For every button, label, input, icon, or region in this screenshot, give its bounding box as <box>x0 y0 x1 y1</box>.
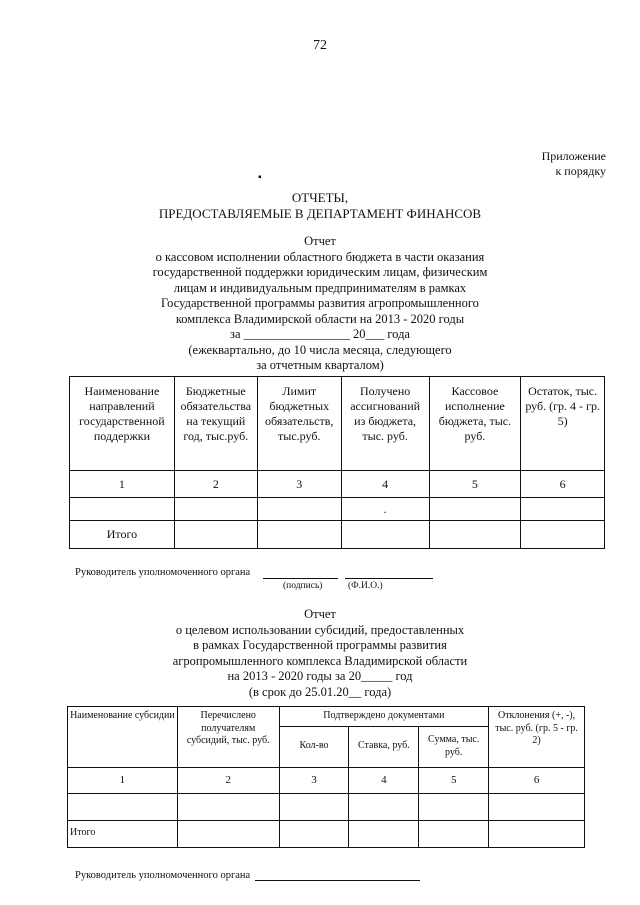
header-cell: Подтверждено документами <box>279 707 489 727</box>
empty-cell <box>177 820 279 847</box>
empty-cell <box>349 820 419 847</box>
report1-line: за _________________ 20___ года <box>230 327 410 341</box>
report2-heading <box>0 607 640 700</box>
signature2-label: Руководитель уполномоченного органа <box>75 870 251 881</box>
empty-cell <box>174 498 257 521</box>
empty-cell <box>419 820 489 847</box>
report2-line: агропромышленного комплекса Владимирской области <box>172 653 468 668</box>
main-title-line-2: ПРЕДОСТАВЛЯЕМЫЕ В ДЕПАРТАМЕНТ ФИНАНСОВ <box>158 206 482 221</box>
header-cell: Бюджетные обязательства на текущий год, тыс.руб. <box>174 377 257 471</box>
report1-heading <box>0 234 640 374</box>
column-number: 1 <box>70 471 175 498</box>
empty-cell <box>489 793 585 820</box>
table-header-row <box>68 707 585 727</box>
column-number: 5 <box>429 471 521 498</box>
column-number: 4 <box>349 767 419 793</box>
page-number: 72 <box>313 38 327 53</box>
main-title-line-1: ОТЧЕТЫ, <box>291 190 349 205</box>
column-number: 4 <box>341 471 429 498</box>
total-label: Итого <box>70 521 175 549</box>
empty-cell <box>341 521 429 549</box>
empty-cell <box>257 498 341 521</box>
appendix-label <box>542 149 606 179</box>
empty-cell <box>419 793 489 820</box>
report1-line: о кассовом исполнении областного бюджета в части оказания <box>155 249 485 264</box>
main-title <box>0 190 640 222</box>
header-cell: Кассовое исполнение бюджета, тыс. руб. <box>429 377 521 471</box>
column-number: 2 <box>174 471 257 498</box>
report2-line: в рамках Государственной программы развития <box>193 638 447 652</box>
column-number: 6 <box>489 767 585 793</box>
empty-cell <box>68 793 178 820</box>
total-row <box>68 820 585 847</box>
empty-cell <box>429 498 521 521</box>
report1-line: Государственной программы развития агропромышленного <box>161 296 479 310</box>
signature-caption: (подпись) <box>283 581 323 591</box>
column-number: 2 <box>177 767 279 793</box>
total-label: Итого <box>68 820 178 847</box>
report1-line: государственной поддержки юридическим лицам, физическим <box>152 265 488 279</box>
column-number: 3 <box>257 471 341 498</box>
empty-cell <box>429 521 521 549</box>
report1-line: Отчет <box>304 234 336 248</box>
report2-table <box>67 706 585 848</box>
appendix-line-2: к порядку <box>555 164 606 178</box>
signature1-label: Руководитель уполномоченного органа <box>75 567 251 578</box>
empty-cell <box>70 498 175 521</box>
empty-cell <box>257 521 341 549</box>
header-cell: Остаток, тыс. руб. (гр. 4 - гр. 5) <box>521 377 605 471</box>
header-cell: Ставка, руб. <box>349 726 419 767</box>
header-cell: Перечислено получателям субсидий, тыс. руб. <box>177 707 279 768</box>
report1-line: за отчетным кварталом) <box>256 358 384 372</box>
table-row <box>68 793 585 820</box>
report2-line: Отчет <box>304 607 336 621</box>
header-cell: Сумма, тыс. руб. <box>419 726 489 767</box>
column-number: 6 <box>521 471 605 498</box>
report2-line: о целевом использовании субсидий, предоставленных <box>175 622 465 637</box>
empty-cell <box>177 793 279 820</box>
total-row <box>70 521 605 549</box>
report2-line: (в срок до 25.01.20__ года) <box>248 684 392 699</box>
appendix-line-1: Приложение <box>541 149 606 163</box>
dot-cell: . <box>341 498 429 521</box>
name-line <box>345 578 433 579</box>
header-cell: Получено ассигнований из бюджета, тыс. руб. <box>341 377 429 471</box>
signature2-line <box>255 880 420 881</box>
report1-line: (ежеквартально, до 10 числа месяца, следующего <box>188 342 452 357</box>
report1-line: комплекса Владимирской области на 2013 - 2020 годы <box>175 311 465 326</box>
header-cell: Наименование направлений государственной поддержки <box>70 377 175 471</box>
column-number-row <box>70 471 605 498</box>
header-cell: Кол-во <box>279 726 349 767</box>
column-number: 1 <box>68 767 178 793</box>
header-cell: Наименование субсидии <box>68 707 178 768</box>
report2-line: на 2013 - 2020 годы за 20_____ год <box>227 669 413 683</box>
empty-cell <box>174 521 257 549</box>
column-number: 5 <box>419 767 489 793</box>
signature-line <box>263 578 338 579</box>
empty-cell <box>349 793 419 820</box>
empty-cell <box>279 820 349 847</box>
header-cell: Лимит бюджетных обязательств, тыс.руб. <box>257 377 341 471</box>
name-caption: (Ф.И.О.) <box>348 581 383 591</box>
empty-cell <box>279 793 349 820</box>
column-number-row <box>68 767 585 793</box>
header-cell: Отклонения (+, -), тыс. руб. (гр. 5 - гр. 2) <box>489 707 585 768</box>
table-row <box>70 498 605 521</box>
empty-cell <box>489 820 585 847</box>
report1-table <box>69 376 605 549</box>
empty-cell <box>521 521 605 549</box>
empty-cell <box>521 498 605 521</box>
table-header-row <box>70 377 605 471</box>
stray-dot: ▪ <box>258 172 262 183</box>
column-number: 3 <box>279 767 349 793</box>
report1-line: лицам и индивидуальным предпринимателям в рамках <box>173 280 467 295</box>
